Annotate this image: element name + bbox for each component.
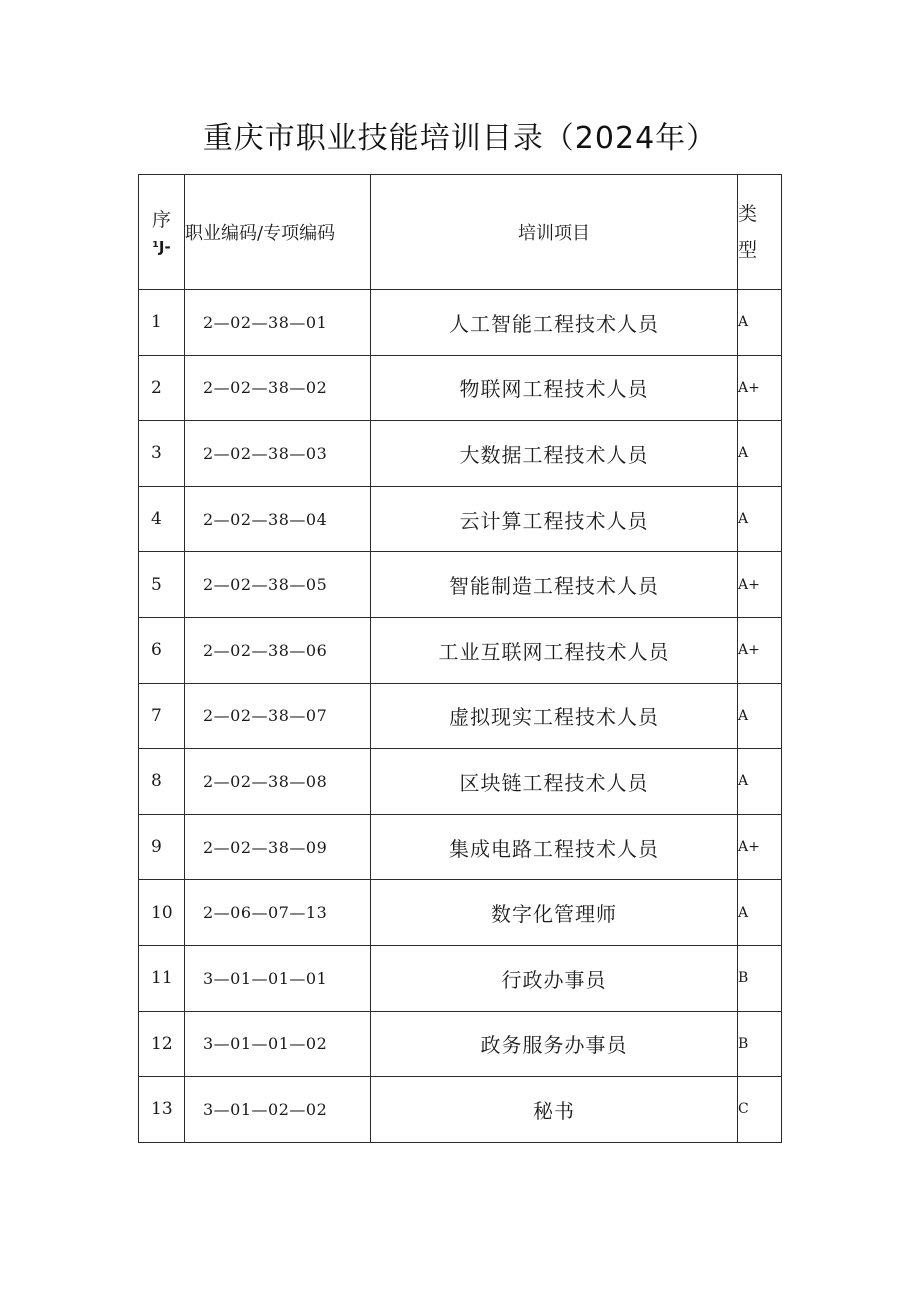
training-catalog-table xyxy=(138,174,782,1143)
row-code: 2—02—38—09 xyxy=(185,814,371,880)
row-item: 秘书 xyxy=(371,1077,738,1143)
row-item: 虚拟现实工程技术人员 xyxy=(371,683,738,749)
row-code: 2—02—38—02 xyxy=(185,355,371,421)
row-seq: 3 xyxy=(139,421,185,487)
row-item: 人工智能工程技术人员 xyxy=(371,290,738,356)
row-code: 3—01—01—01 xyxy=(185,945,371,1011)
row-seq: 6 xyxy=(139,617,185,683)
row-seq: 5 xyxy=(139,552,185,618)
row-type: A xyxy=(738,683,782,749)
row-item: 大数据工程技术人员 xyxy=(371,421,738,487)
header-seq-sublabel: ¹J- xyxy=(152,238,171,257)
row-code: 2—02—38—06 xyxy=(185,617,371,683)
table-row xyxy=(139,486,782,552)
row-code: 2—02—38—03 xyxy=(185,421,371,487)
row-seq: 11 xyxy=(139,945,185,1011)
row-item: 政务服务办事员 xyxy=(371,1011,738,1077)
table-row xyxy=(139,749,782,815)
table-row xyxy=(139,1011,782,1077)
header-type-top: 类 xyxy=(738,202,758,225)
table-row xyxy=(139,814,782,880)
row-type: A+ xyxy=(738,552,782,618)
table-row xyxy=(139,617,782,683)
row-type: A xyxy=(738,486,782,552)
table-row xyxy=(139,552,782,618)
row-type: A xyxy=(738,290,782,356)
row-code: 2—02—38—04 xyxy=(185,486,371,552)
table-row xyxy=(139,290,782,356)
row-code: 2—06—07—13 xyxy=(185,880,371,946)
page-title: 重庆市职业技能培训目录（2024年） xyxy=(202,121,718,156)
row-code: 2—02—38—01 xyxy=(185,290,371,356)
row-item: 智能制造工程技术人员 xyxy=(371,552,738,618)
row-item: 物联网工程技术人员 xyxy=(371,355,738,421)
header-type-bottom: 型 xyxy=(738,239,758,261)
row-seq: 8 xyxy=(139,749,185,815)
row-type: C xyxy=(738,1077,782,1143)
row-seq: 1 xyxy=(139,290,185,356)
row-seq: 2 xyxy=(139,355,185,421)
table-row xyxy=(139,355,782,421)
table-header-row xyxy=(139,175,782,290)
row-seq: 12 xyxy=(139,1011,185,1077)
row-type: A xyxy=(738,749,782,815)
row-type: A xyxy=(738,421,782,487)
header-seq xyxy=(139,175,185,290)
row-seq: 10 xyxy=(139,880,185,946)
row-seq: 4 xyxy=(139,486,185,552)
header-type xyxy=(738,175,782,290)
row-code: 3—01—01—02 xyxy=(185,1011,371,1077)
row-item: 数字化管理师 xyxy=(371,880,738,946)
row-item: 集成电路工程技术人员 xyxy=(371,814,738,880)
row-item: 云计算工程技术人员 xyxy=(371,486,738,552)
row-item: 工业互联网工程技术人员 xyxy=(371,617,738,683)
row-type: B xyxy=(738,945,782,1011)
table-row xyxy=(139,880,782,946)
table-row xyxy=(139,683,782,749)
row-seq: 7 xyxy=(139,683,185,749)
header-item: 培训项目 xyxy=(371,175,738,290)
row-code: 2—02—38—08 xyxy=(185,749,371,815)
row-code: 2—02—38—07 xyxy=(185,683,371,749)
row-type: B xyxy=(738,1011,782,1077)
row-type: A+ xyxy=(738,355,782,421)
row-code: 2—02—38—05 xyxy=(185,552,371,618)
row-seq: 9 xyxy=(139,814,185,880)
row-item: 区块链工程技术人员 xyxy=(371,749,738,815)
row-type: A+ xyxy=(738,814,782,880)
row-type: A xyxy=(738,880,782,946)
table-row xyxy=(139,421,782,487)
row-type: A+ xyxy=(738,617,782,683)
header-code: 职业编码/专项编码 xyxy=(185,175,371,290)
header-seq-label: 序 xyxy=(151,208,171,231)
table-row xyxy=(139,945,782,1011)
table-row xyxy=(139,1077,782,1143)
row-item: 行政办事员 xyxy=(371,945,738,1011)
row-code: 3—01—02—02 xyxy=(185,1077,371,1143)
row-seq: 13 xyxy=(139,1077,185,1143)
